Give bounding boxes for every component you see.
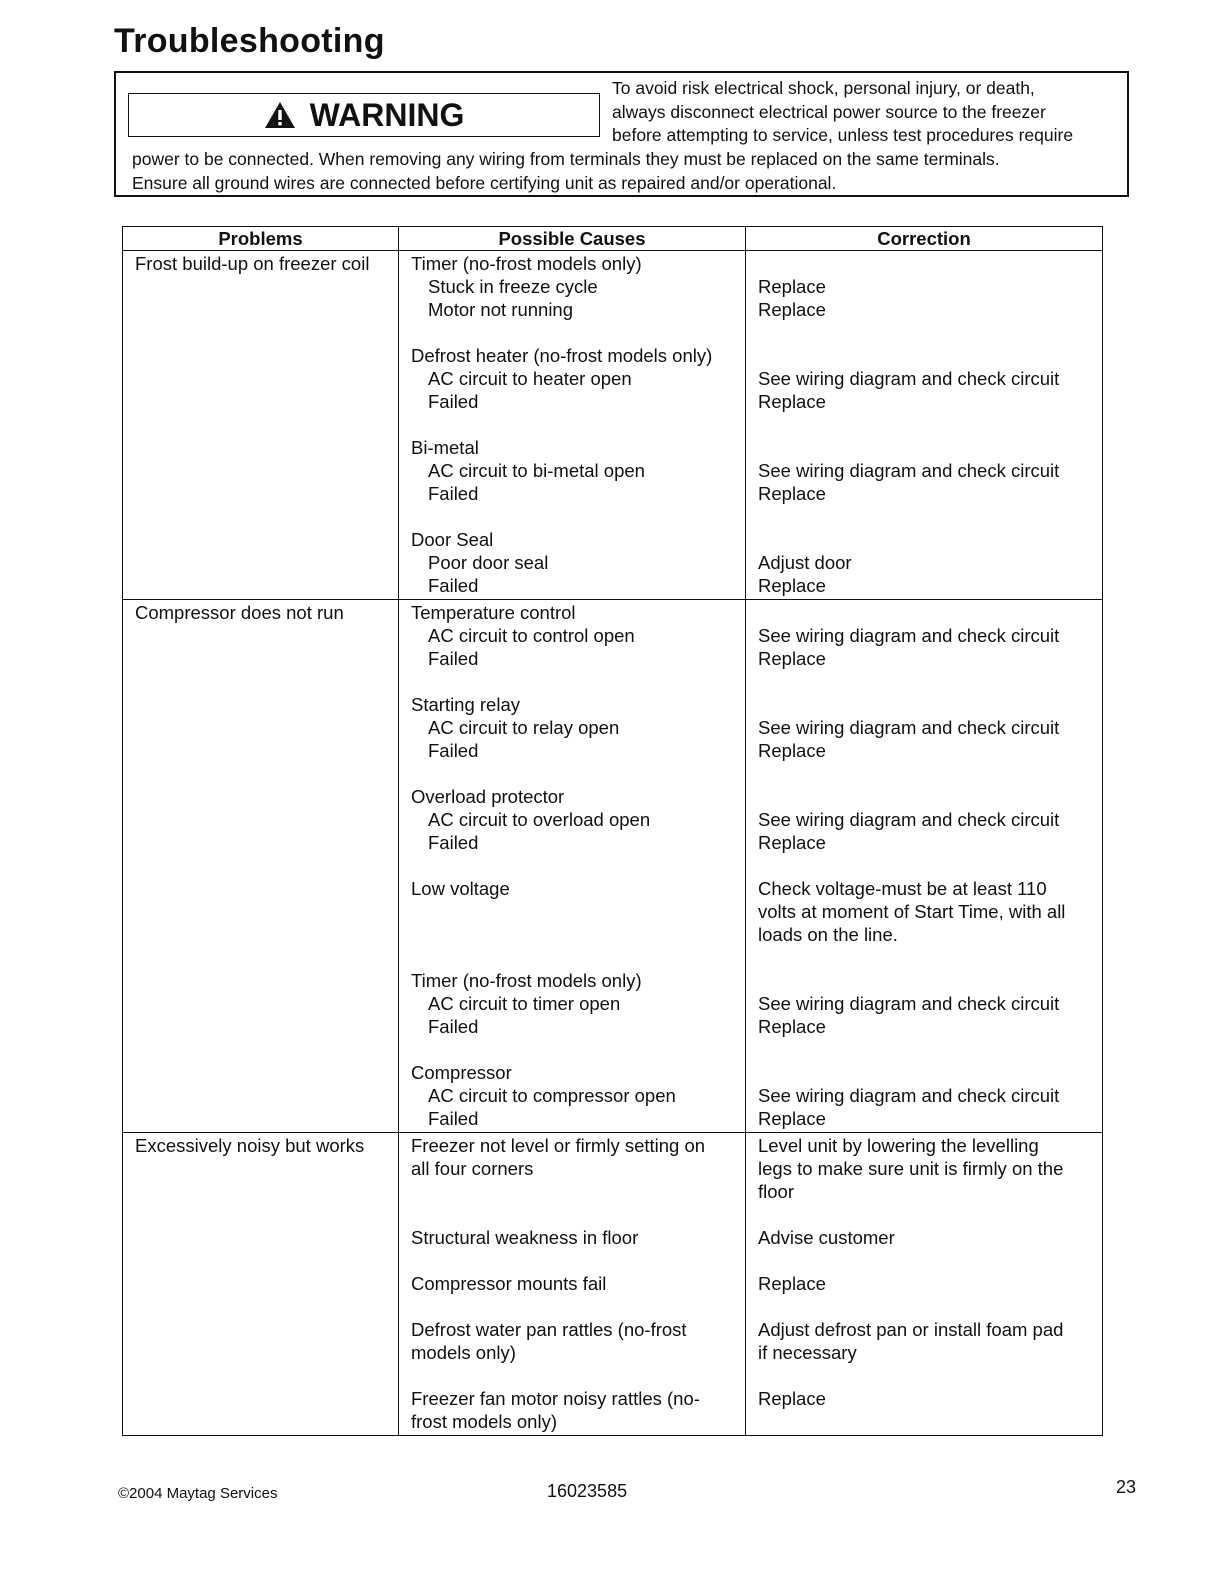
warning-label-box: [128, 93, 600, 137]
cause-line: Freezer not level or firmly setting on: [411, 1135, 706, 1156]
correction-line: Adjust door: [758, 552, 852, 573]
cause-line: Freezer fan motor noisy rattles (no-: [411, 1388, 700, 1409]
warning-bottom-line: power to be connected. When removing any wiring from terminals they must be replaced on the same terminals.: [132, 149, 1000, 169]
cause-line: Defrost heater (no-frost models only): [411, 345, 713, 366]
correction-line: [758, 413, 1092, 436]
footer-doc-number: 16023585: [547, 1481, 628, 1501]
correction-line: [758, 1410, 1092, 1433]
cause-line: [411, 321, 735, 344]
cause-line: [411, 505, 735, 528]
correction-line: Advise customer: [758, 1227, 895, 1248]
correction-line: [758, 1038, 1092, 1061]
cause-line: [411, 1249, 735, 1272]
problem-text: Excessively noisy but works: [135, 1135, 365, 1156]
correction-line: Level unit by lowering the levelling: [758, 1135, 1039, 1156]
correction-line: volts at moment of Start Time, with all: [758, 901, 1066, 922]
cause-detail-line: AC circuit to relay open: [428, 717, 620, 738]
cause-line: Door Seal: [411, 529, 494, 550]
correction-line: Replace: [758, 1108, 826, 1129]
table-row: [123, 251, 1103, 600]
cause-detail-line: Failed: [428, 391, 479, 412]
correction-line: [758, 1249, 1092, 1272]
cause-line: Starting relay: [411, 694, 520, 715]
cause-line: [411, 1180, 735, 1203]
cause-detail-line: Failed: [428, 1016, 479, 1037]
cause-line: Structural weakness in floor: [411, 1227, 639, 1248]
correction-line: Replace: [758, 832, 826, 853]
correction-line: loads on the line.: [758, 924, 898, 945]
correction-line: [758, 1364, 1092, 1387]
cause-detail-line: Failed: [428, 648, 479, 669]
problem-cell: [123, 251, 399, 600]
cause-line: Compressor: [411, 1062, 512, 1083]
cause-line: Bi-metal: [411, 437, 479, 458]
correction-line: See wiring diagram and check circuit: [758, 809, 1060, 830]
correction-line: Replace: [758, 299, 826, 320]
cause-detail-line: Poor door seal: [428, 552, 549, 573]
correction-line: Replace: [758, 483, 826, 504]
correction-line: [758, 505, 1092, 528]
cause-detail-line: AC circuit to heater open: [428, 368, 632, 389]
correction-line: [758, 252, 1092, 275]
correction-line: See wiring diagram and check circuit: [758, 368, 1060, 389]
correction-line: Replace: [758, 391, 826, 412]
correction-line: See wiring diagram and check circuit: [758, 1085, 1060, 1106]
cause-detail-line: AC circuit to timer open: [428, 993, 621, 1014]
cause-line: [411, 946, 735, 969]
header-correction: Correction: [746, 227, 1103, 251]
correction-line: floor: [758, 1181, 794, 1202]
warning-bottom-line: Ensure all ground wires are connected before certifying unit as repaired and/or operational.: [132, 173, 837, 193]
cause-detail-line: Failed: [428, 1108, 479, 1129]
warning-box: [114, 71, 1129, 197]
cause-line: Temperature control: [411, 602, 576, 623]
cause-detail-line: AC circuit to control open: [428, 625, 635, 646]
warning-label: WARNING: [309, 96, 465, 133]
cause-detail-line: AC circuit to overload open: [428, 809, 651, 830]
correction-line: [758, 436, 1092, 459]
causes-cell: [399, 1133, 746, 1436]
warning-bottom-text: [132, 147, 1122, 195]
cause-detail-line: Failed: [428, 740, 479, 761]
header-possible-causes: Possible Causes: [399, 227, 746, 251]
causes-cell: [399, 600, 746, 1133]
correction-line: See wiring diagram and check circuit: [758, 717, 1060, 738]
causes-cell: [399, 251, 746, 600]
cause-line: [411, 923, 735, 946]
correction-line: Replace: [758, 1016, 826, 1037]
correction-line: [758, 1203, 1092, 1226]
cause-line: [411, 1295, 735, 1318]
problem-cell: [123, 600, 399, 1133]
warning-side-text: [612, 77, 1130, 148]
warning-side-line: before attempting to service, unless test procedures require: [612, 125, 1074, 145]
correction-line: See wiring diagram and check circuit: [758, 460, 1060, 481]
cause-line: [411, 1364, 735, 1387]
warning-triangle-icon: [264, 101, 296, 129]
correction-line: if necessary: [758, 1342, 857, 1363]
correction-line: [758, 969, 1092, 992]
cause-line: Defrost water pan rattles (no-frost: [411, 1319, 687, 1340]
cause-line: [411, 854, 735, 877]
correction-line: [758, 946, 1092, 969]
cause-line: all four corners: [411, 1158, 534, 1179]
cause-line: Overload protector: [411, 786, 565, 807]
cause-line: Timer (no-frost models only): [411, 253, 642, 274]
warning-side-line: always disconnect electrical power source to the freezer: [612, 101, 1046, 122]
correction-line: Adjust defrost pan or install foam pad: [758, 1319, 1064, 1340]
problem-text: Frost build-up on freezer coil: [135, 253, 370, 274]
correction-cell: [746, 600, 1103, 1133]
cause-detail-line: Stuck in freeze cycle: [428, 276, 598, 297]
cause-detail-line: Failed: [428, 575, 479, 596]
correction-line: [758, 785, 1092, 808]
problem-cell: [123, 1133, 399, 1436]
correction-line: Check voltage-must be at least 110: [758, 878, 1047, 899]
cause-line: [411, 1203, 735, 1226]
correction-line: Replace: [758, 648, 826, 669]
table-body: [123, 251, 1103, 1436]
footer-page-number: 23: [1116, 1477, 1137, 1497]
correction-line: [758, 762, 1092, 785]
cause-detail-line: Failed: [428, 832, 479, 853]
cause-detail-line: AC circuit to bi-metal open: [428, 460, 645, 481]
correction-cell: [746, 1133, 1103, 1436]
correction-line: Replace: [758, 1388, 826, 1409]
table-row: [123, 1133, 1103, 1436]
correction-line: [758, 344, 1092, 367]
cause-line: frost models only): [411, 1411, 557, 1432]
table-header-row: [123, 227, 1103, 251]
footer-copyright: ©2004 Maytag Services: [118, 1485, 278, 1502]
cause-detail-line: Failed: [428, 483, 479, 504]
cause-line: Low voltage: [411, 878, 510, 899]
correction-line: [758, 854, 1092, 877]
cause-line: [411, 670, 735, 693]
cause-line: [411, 762, 735, 785]
troubleshooting-table: [122, 226, 1103, 1436]
correction-line: [758, 693, 1092, 716]
correction-line: [758, 670, 1092, 693]
table-row: [123, 600, 1103, 1133]
correction-line: Replace: [758, 276, 826, 297]
cause-line: Timer (no-frost models only): [411, 970, 642, 991]
cause-line: [411, 413, 735, 436]
cause-line: Compressor mounts fail: [411, 1273, 607, 1294]
correction-line: Replace: [758, 575, 826, 596]
warning-side-line: To avoid risk electrical shock, personal injury, or death,: [612, 78, 1035, 98]
correction-line: Replace: [758, 1273, 826, 1294]
correction-line: [758, 528, 1092, 551]
correction-line: legs to make sure unit is firmly on the: [758, 1158, 1064, 1179]
cause-line: [411, 900, 735, 923]
correction-line: [758, 321, 1092, 344]
correction-line: See wiring diagram and check circuit: [758, 993, 1060, 1014]
correction-line: [758, 601, 1092, 624]
cause-detail-line: AC circuit to compressor open: [428, 1085, 676, 1106]
correction-line: See wiring diagram and check circuit: [758, 625, 1060, 646]
cause-detail-line: Motor not running: [428, 299, 574, 320]
cause-line: models only): [411, 1342, 516, 1363]
header-problems: Problems: [123, 227, 399, 251]
page-title: Troubleshooting: [114, 22, 385, 60]
correction-cell: [746, 251, 1103, 600]
cause-line: [411, 1038, 735, 1061]
problem-text: Compressor does not run: [135, 602, 344, 623]
correction-line: [758, 1061, 1092, 1084]
correction-line: [758, 1295, 1092, 1318]
correction-line: Replace: [758, 740, 826, 761]
